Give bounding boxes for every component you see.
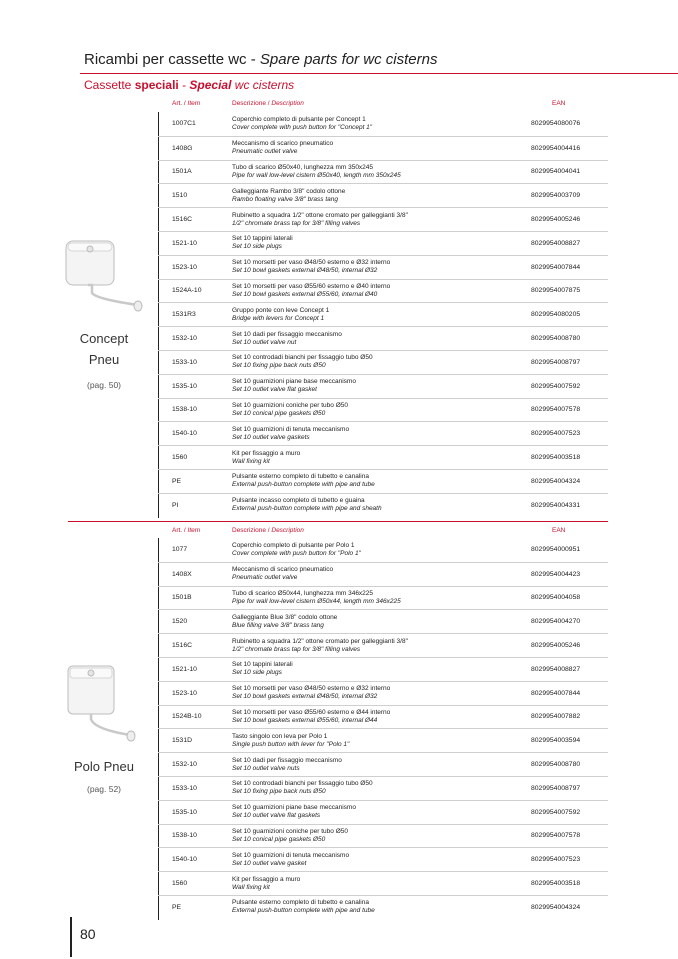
item-description bbox=[232, 494, 482, 517]
col-header-item-2 bbox=[172, 527, 200, 534]
col-desc-it-2: Descrizione / bbox=[232, 527, 272, 534]
description-it: Kit per fissaggio a muro bbox=[232, 875, 301, 883]
description-en: Set 10 side plugs bbox=[232, 243, 282, 251]
ean-code: 8029954007844 bbox=[531, 689, 581, 697]
section-subtitle bbox=[84, 78, 294, 92]
item-code: 1501B bbox=[172, 594, 192, 602]
table-row bbox=[158, 728, 608, 752]
product-name-line2: Pneu bbox=[88, 352, 120, 367]
description-en: Set 10 outlet valve flat gasket bbox=[232, 386, 317, 394]
description-en: Set 10 bowl gaskets external Ø55/60, internal Ø44 bbox=[232, 716, 378, 724]
subtitle-it: Cassette bbox=[84, 78, 135, 92]
item-code: 1533-10 bbox=[172, 358, 197, 366]
description-en: Pipe for wall low-level cistern Ø50x44, length mm 346x225 bbox=[232, 597, 401, 605]
product-name-line1: Concept bbox=[79, 331, 129, 346]
description-en: Pipe for wall low-level cistern Ø50x40, length mm 350x245 bbox=[232, 171, 401, 179]
product-name-polo bbox=[49, 756, 159, 777]
ean-code: 8029954007523 bbox=[531, 430, 581, 438]
col-item-en: Item bbox=[187, 100, 201, 107]
item-code: 1523-10 bbox=[172, 263, 197, 271]
description-it: Set 10 guarnizioni di tenuta meccanismo bbox=[232, 851, 350, 859]
description-en: External push-button complete with pipe and sheath bbox=[232, 505, 382, 513]
ean-code: 8029954003594 bbox=[531, 737, 581, 745]
item-description bbox=[232, 232, 482, 255]
table-row bbox=[158, 562, 608, 586]
ean-code: 8029954008827 bbox=[531, 239, 581, 247]
table-row bbox=[158, 350, 608, 374]
item-description bbox=[232, 208, 482, 231]
subtitle-separator: - bbox=[178, 78, 190, 92]
page-title bbox=[84, 51, 437, 68]
table-row bbox=[158, 493, 608, 517]
item-description bbox=[232, 184, 482, 207]
item-code: 1501A bbox=[172, 168, 192, 176]
description-en: 1/2" chromate brass tap for 3/8" filling valves bbox=[232, 645, 361, 653]
item-description bbox=[232, 399, 482, 422]
item-description bbox=[232, 825, 482, 848]
item-code: 1538-10 bbox=[172, 832, 197, 840]
description-en: Set 10 outlet valve gasket bbox=[232, 859, 307, 867]
item-code: 1531D bbox=[172, 737, 193, 745]
table-row bbox=[158, 824, 608, 848]
item-code: 1077 bbox=[172, 546, 188, 554]
section-divider bbox=[68, 521, 608, 522]
ean-code: 8029954003709 bbox=[531, 192, 581, 200]
title-divider bbox=[80, 73, 678, 74]
item-code: 1521-10 bbox=[172, 239, 197, 247]
description-it: Set 10 dadi per fissaggio meccanismo bbox=[232, 756, 342, 764]
item-code: PE bbox=[172, 903, 182, 911]
item-code: 1524B-10 bbox=[172, 713, 202, 721]
item-description bbox=[232, 706, 482, 729]
item-code: PI bbox=[172, 501, 179, 509]
description-en: Set 10 outlet valve gaskets bbox=[232, 433, 310, 441]
item-description bbox=[232, 470, 482, 493]
ean-code: 8029954080205 bbox=[531, 311, 581, 319]
table-row bbox=[158, 112, 608, 136]
item-description bbox=[232, 634, 482, 657]
description-it: Set 10 guarnizioni di tenuta meccanismo bbox=[232, 425, 350, 433]
ean-code: 8029954007578 bbox=[531, 406, 581, 414]
col-item-en-2: Item bbox=[187, 527, 201, 534]
item-code: 1523-10 bbox=[172, 689, 197, 697]
item-code: 1007C1 bbox=[172, 120, 196, 128]
item-description bbox=[232, 161, 482, 184]
cistern-polo-image bbox=[64, 663, 144, 748]
col-header-item bbox=[172, 100, 200, 107]
item-code: 1535-10 bbox=[172, 382, 197, 390]
description-en: Set 10 conical pipe gaskets Ø50 bbox=[232, 409, 326, 417]
ean-code: 8029954004041 bbox=[531, 168, 581, 176]
description-it: Meccanismo di scarico pneumatico bbox=[232, 566, 334, 574]
col-header-desc bbox=[232, 100, 304, 107]
description-en: Blue filling valve 3/8" brass tang bbox=[232, 621, 324, 629]
description-it: Set 10 guarnizioni piane base meccanismo bbox=[232, 378, 356, 386]
page-number: 80 bbox=[80, 926, 96, 942]
table-row bbox=[158, 469, 608, 493]
item-description bbox=[232, 872, 482, 895]
item-description bbox=[232, 303, 482, 326]
item-description bbox=[232, 422, 482, 445]
item-description bbox=[232, 256, 482, 279]
parts-table-concept bbox=[158, 112, 608, 517]
item-code: 1510 bbox=[172, 192, 188, 200]
table-row bbox=[158, 633, 608, 657]
item-description bbox=[232, 327, 482, 350]
ean-code: 8029954080076 bbox=[531, 120, 581, 128]
item-description bbox=[232, 538, 482, 562]
description-it: Set 10 controdadi bianchi per fissaggio tubo Ø50 bbox=[232, 354, 373, 362]
description-it: Set 10 guarnizioni coniche per tubo Ø50 bbox=[232, 827, 348, 835]
table-row bbox=[158, 681, 608, 705]
ean-code: 8029954004270 bbox=[531, 618, 581, 626]
item-description bbox=[232, 610, 482, 633]
description-en: Set 10 fixing pipe back nuts Ø50 bbox=[232, 788, 326, 796]
description-it: Pulsante incasso completo di tubetto e guaina bbox=[232, 497, 365, 505]
ean-code: 8029954007578 bbox=[531, 832, 581, 840]
description-it: Set 10 morsetti per vaso Ø55/60 esterno e Ø44 interno bbox=[232, 708, 391, 716]
description-it: Set 10 tappini laterali bbox=[232, 661, 293, 669]
description-en: Wall fixing kit bbox=[232, 883, 270, 891]
description-en: Wall fixing kit bbox=[232, 457, 270, 465]
table-row bbox=[158, 657, 608, 681]
item-code: 1533-10 bbox=[172, 784, 197, 792]
table-row bbox=[158, 326, 608, 350]
item-description bbox=[232, 587, 482, 610]
table-row bbox=[158, 705, 608, 729]
item-description bbox=[232, 682, 482, 705]
description-en: Rambo floating valve 3/8" brass tang bbox=[232, 195, 339, 203]
ean-code: 8029954004324 bbox=[531, 477, 581, 485]
ean-code: 8029954007523 bbox=[531, 856, 581, 864]
table-row bbox=[158, 871, 608, 895]
item-description bbox=[232, 729, 482, 752]
description-en: Pneumatic outlet valve bbox=[232, 574, 298, 582]
footer-bar bbox=[70, 917, 72, 957]
description-it: Rubinetto a squadra 1/2" ottone cromato per galleggianti 3/8" bbox=[232, 637, 408, 645]
table-row bbox=[158, 279, 608, 303]
description-it: Pulsante esterno completo di tubetto e canalina bbox=[232, 899, 369, 907]
description-it: Set 10 morsetti per vaso Ø55/60 esterno e Ø40 interno bbox=[232, 282, 391, 290]
table-row bbox=[158, 302, 608, 326]
description-en: Bridge with levers for Concept 1 bbox=[232, 314, 325, 322]
table-row bbox=[158, 800, 608, 824]
table-row bbox=[158, 847, 608, 871]
description-en: Set 10 conical pipe gaskets Ø50 bbox=[232, 835, 326, 843]
table-row bbox=[158, 398, 608, 422]
item-code: 1560 bbox=[172, 454, 188, 462]
description-it: Rubinetto a squadra 1/2" ottone cromato per galleggianti 3/8" bbox=[232, 211, 408, 219]
item-description bbox=[232, 351, 482, 374]
ean-code: 8029954007844 bbox=[531, 263, 581, 271]
page-title-it: Ricambi per cassette wc - bbox=[84, 51, 260, 68]
ean-code: 8029954003518 bbox=[531, 880, 581, 888]
item-code: 1540-10 bbox=[172, 856, 197, 864]
description-it: Tubo di scarico Ø50x40, lunghezza mm 350x245 bbox=[232, 163, 374, 171]
description-en: Set 10 side plugs bbox=[232, 669, 282, 677]
ean-code: 8029954008780 bbox=[531, 335, 581, 343]
table-row bbox=[158, 374, 608, 398]
description-it: Gruppo ponte con leve Concept 1 bbox=[232, 306, 330, 314]
ean-code: 8029954000951 bbox=[531, 546, 581, 554]
item-code: 1521-10 bbox=[172, 665, 197, 673]
subtitle-en-bold: Special bbox=[189, 78, 232, 92]
description-it: Set 10 guarnizioni coniche per tubo Ø50 bbox=[232, 401, 348, 409]
item-code: 1540-10 bbox=[172, 430, 197, 438]
item-code: 1524A-10 bbox=[172, 287, 202, 295]
ean-code: 8029954004416 bbox=[531, 144, 581, 152]
item-description bbox=[232, 112, 482, 136]
item-description bbox=[232, 563, 482, 586]
col-header-desc-2 bbox=[232, 527, 304, 534]
description-en: Set 10 outlet valve nuts bbox=[232, 764, 300, 772]
ean-code: 8029954004058 bbox=[531, 594, 581, 602]
item-description bbox=[232, 848, 482, 871]
subtitle-en: wc cisterns bbox=[231, 78, 295, 92]
description-it: Tasto singolo con leva per Polo 1 bbox=[232, 732, 328, 740]
description-it: Set 10 controdadi bianchi per fissaggio tubo Ø50 bbox=[232, 780, 373, 788]
description-it: Set 10 morsetti per vaso Ø48/50 esterno e Ø32 interno bbox=[232, 259, 391, 267]
description-it: Kit per fissaggio a muro bbox=[232, 449, 301, 457]
description-it: Meccanismo di scarico pneumatico bbox=[232, 140, 334, 148]
col-desc-en: Description bbox=[271, 100, 304, 107]
table-row bbox=[158, 895, 608, 919]
table-row bbox=[158, 255, 608, 279]
table-row bbox=[158, 421, 608, 445]
item-code: 1520 bbox=[172, 618, 188, 626]
item-description bbox=[232, 896, 482, 919]
page-title-en: Spare parts for wc cisterns bbox=[259, 51, 438, 68]
ean-code: 8029954008797 bbox=[531, 784, 581, 792]
item-code: 1532-10 bbox=[172, 335, 197, 343]
cistern-concept-image bbox=[58, 237, 148, 322]
description-it: Tubo di scarico Ø50x44, lunghezza mm 346x225 bbox=[232, 589, 374, 597]
table-row bbox=[158, 752, 608, 776]
table-row bbox=[158, 776, 608, 800]
description-en: Set 10 bowl gaskets external Ø55/60, internal Ø40 bbox=[232, 290, 378, 298]
table-row bbox=[158, 207, 608, 231]
item-code: 1560 bbox=[172, 880, 188, 888]
table-row bbox=[158, 445, 608, 469]
product-name-line1-2: Polo Pneu bbox=[74, 759, 134, 774]
item-description bbox=[232, 801, 482, 824]
description-en: Set 10 outlet valve nut bbox=[232, 338, 297, 346]
table-row bbox=[158, 586, 608, 610]
description-it: Galleggiante Blue 3/8" codolo ottone bbox=[232, 613, 338, 621]
description-it: Set 10 dadi per fissaggio meccanismo bbox=[232, 330, 342, 338]
description-it: Set 10 morsetti per vaso Ø48/50 esterno e Ø32 interno bbox=[232, 685, 391, 693]
ean-code: 8029954005246 bbox=[531, 216, 581, 224]
ean-code: 8029954008827 bbox=[531, 665, 581, 673]
subtitle-it-bold: speciali bbox=[134, 78, 179, 92]
table-row bbox=[158, 136, 608, 160]
ean-code: 8029954003518 bbox=[531, 454, 581, 462]
table-row bbox=[158, 231, 608, 255]
item-description bbox=[232, 658, 482, 681]
description-en: 1/2" chromate brass tap for 3/8" filling valves bbox=[232, 219, 361, 227]
description-en: External push-button complete with pipe and tube bbox=[232, 907, 375, 915]
ean-code: 8029954008797 bbox=[531, 358, 581, 366]
col-item-it: Art. / bbox=[172, 100, 188, 107]
item-code: 1516C bbox=[172, 216, 193, 224]
item-code: 1532-10 bbox=[172, 761, 197, 769]
table-row bbox=[158, 183, 608, 207]
ean-code: 8029954007592 bbox=[531, 808, 581, 816]
table-row bbox=[158, 160, 608, 184]
col-desc-en-2: Description bbox=[271, 527, 304, 534]
description-en: Set 10 bowl gaskets external Ø48/50, internal Ø32 bbox=[232, 267, 378, 275]
col-desc-it: Descrizione / bbox=[232, 100, 272, 107]
ean-code: 8029954004324 bbox=[531, 903, 581, 911]
product-name-concept bbox=[49, 328, 159, 370]
item-description bbox=[232, 375, 482, 398]
ean-code: 8029954008780 bbox=[531, 761, 581, 769]
table-row bbox=[158, 609, 608, 633]
description-en: Cover complete with push button for "Polo 1" bbox=[232, 549, 361, 557]
item-code: PE bbox=[172, 477, 182, 485]
col-header-ean-2: EAN bbox=[552, 527, 566, 534]
description-en: Set 10 bowl gaskets external Ø48/50, internal Ø32 bbox=[232, 693, 378, 701]
item-code: 1408G bbox=[172, 144, 193, 152]
item-description bbox=[232, 753, 482, 776]
description-en: Pneumatic outlet valve bbox=[232, 148, 298, 156]
ean-code: 8029954007875 bbox=[531, 287, 581, 295]
description-it: Coperchio completo di pulsante per Polo 1 bbox=[232, 541, 355, 549]
item-description bbox=[232, 137, 482, 160]
description-en: External push-button complete with pipe and tube bbox=[232, 481, 375, 489]
ean-code: 8029954004423 bbox=[531, 570, 581, 578]
description-it: Set 10 guarnizioni piane base meccanismo bbox=[232, 804, 356, 812]
description-it: Galleggiante Rambo 3/8" codolo ottone bbox=[232, 187, 346, 195]
ean-code: 8029954007882 bbox=[531, 713, 581, 721]
item-code: 1531R3 bbox=[172, 311, 196, 319]
item-description bbox=[232, 446, 482, 469]
description-it: Coperchio completo di pulsante per Concept 1 bbox=[232, 115, 366, 123]
description-it: Pulsante esterno completo di tubetto e canalina bbox=[232, 473, 369, 481]
description-en: Cover complete with push button for "Concept 1" bbox=[232, 123, 373, 131]
ean-code: 8029954005246 bbox=[531, 642, 581, 650]
item-code: 1516C bbox=[172, 642, 193, 650]
description-it: Set 10 tappini laterali bbox=[232, 235, 293, 243]
item-description bbox=[232, 280, 482, 303]
description-en: Set 10 fixing pipe back nuts Ø50 bbox=[232, 362, 326, 370]
table-row bbox=[158, 538, 608, 562]
item-description bbox=[232, 777, 482, 800]
ean-code: 8029954007592 bbox=[531, 382, 581, 390]
col-header-ean: EAN bbox=[552, 100, 566, 107]
product-page-ref-2: (pag. 52) bbox=[86, 784, 122, 794]
col-item-it-2: Art. / bbox=[172, 527, 188, 534]
item-code: 1408X bbox=[172, 570, 192, 578]
parts-table-polo bbox=[158, 538, 608, 919]
item-code: 1538-10 bbox=[172, 406, 197, 414]
ean-code: 8029954004331 bbox=[531, 501, 581, 509]
description-en: Single push button with lever for "Polo 1" bbox=[232, 740, 350, 748]
description-en: Set 10 outlet valve flat gaskets bbox=[232, 812, 321, 820]
product-page-ref: (pag. 50) bbox=[86, 380, 122, 390]
item-code: 1535-10 bbox=[172, 808, 197, 816]
